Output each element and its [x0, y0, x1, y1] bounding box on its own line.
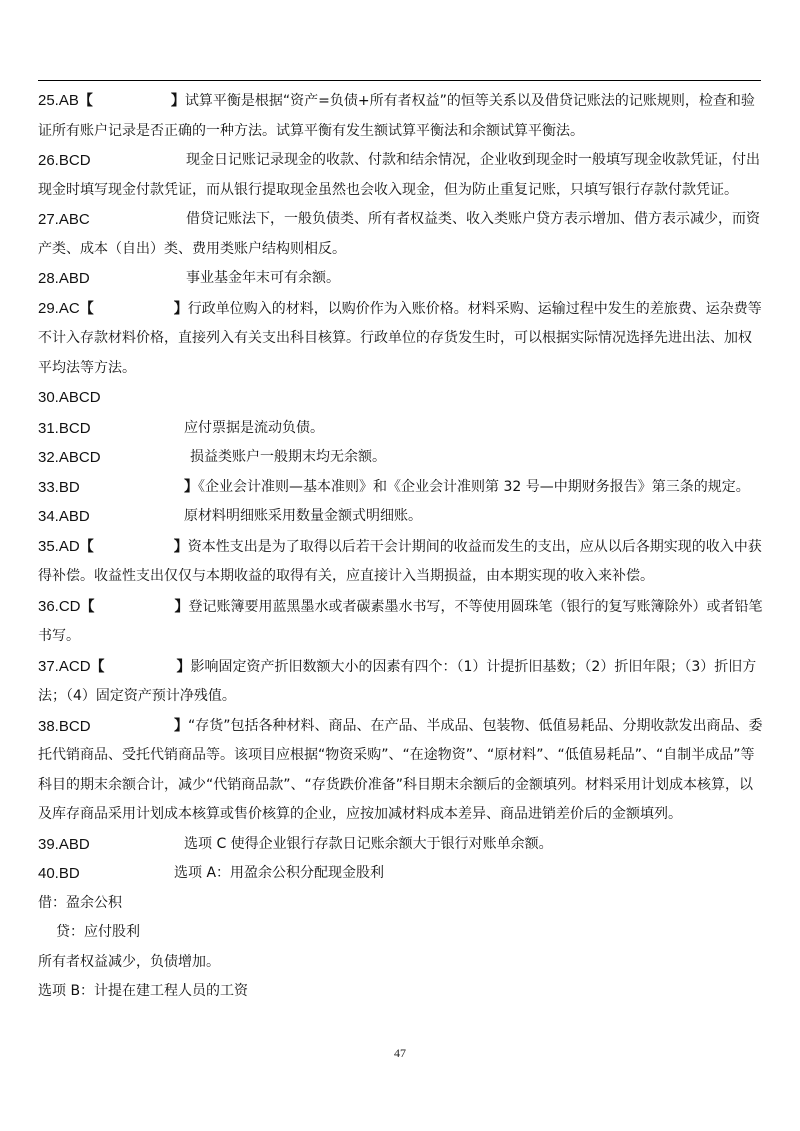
- journal-credit: 贷：应付股利: [56, 924, 140, 940]
- answer-number: 30.ABCD: [38, 389, 101, 406]
- answer-32: [38, 443, 764, 473]
- answer-list: [38, 86, 764, 1007]
- bracket-open: 【: [80, 598, 95, 615]
- answer-31: [38, 414, 764, 444]
- bracket-open: 【: [79, 538, 94, 555]
- bracket-open: 【: [90, 658, 105, 675]
- bracket-close: 】: [173, 538, 188, 555]
- answer-text: 事业基金年末可有余额。: [186, 270, 340, 286]
- answer-text: 行政单位购入的材料，以购价作为入账价格。材料采购、运输过程中发生的差旅费、运杂费等不计入存款材料价格，直接列入有关支出科目核算。行政单位的存货发生时，可以根据实际情况选择先进出法、加权平均法等方法。: [38, 300, 762, 376]
- page-number: 47: [394, 1046, 406, 1060]
- answer-text: 《企业会计准则—基本准则》和《企业会计准则第 32 号—中期财务报告》第三条的规定。: [198, 478, 750, 495]
- bracket-open: 【: [79, 300, 94, 317]
- answer-text: 现金日记账记录现金的收款、付款和结余情况，企业收到现金时一般填写现金收款凭证，付出现金时填写现金付款凭证，而从银行提取现金虽然也会收入现金，但为防止重复记账，只填写银行存款付款凭证。: [38, 152, 760, 198]
- answer-36: [38, 592, 764, 652]
- answer-number: 25.AB: [38, 92, 79, 109]
- header-rule: [38, 80, 761, 81]
- answer-number: 35.AD: [38, 537, 80, 555]
- answer-number: 36.CD: [38, 597, 81, 615]
- answer-text: 原材料明细账采用数量金额式明细账。: [184, 508, 422, 524]
- answer-37: [38, 652, 764, 712]
- answer-30: [38, 383, 764, 414]
- answer-number: 40.BD: [38, 865, 80, 882]
- journal-note: 所有者权益减少，负债增加。: [38, 953, 220, 970]
- answer-40: [38, 859, 764, 889]
- answer-number: 26.BCD: [38, 152, 91, 169]
- answer-39: [38, 830, 764, 860]
- answer-27: [38, 205, 764, 264]
- answer-number: 33.BD: [38, 478, 80, 496]
- answer-text: 登记账簿要用蓝黑墨水或者碳素墨水书写，不等使用圆珠笔（银行的复写账簿除外）或者铅笔书写。: [38, 598, 763, 644]
- answer-26: [38, 146, 764, 205]
- bracket-close: 】: [174, 717, 188, 734]
- answer-text: 选项 A：用盈余公积分配现金股利: [174, 865, 385, 881]
- answer-text: 应付票据是流动负债。: [184, 419, 324, 436]
- bracket-close: 】: [173, 300, 188, 317]
- answer-33: [38, 473, 764, 503]
- answer-35: [38, 532, 764, 592]
- answer-text: 选项 C 使得企业银行存款日记账余额大于银行对账单余额。: [184, 835, 553, 852]
- answer-34: [38, 502, 764, 532]
- answer-number: 28.ABD: [38, 270, 90, 287]
- bracket-close: 】: [176, 658, 191, 675]
- answer-25: [38, 86, 764, 146]
- bracket-open: 【: [78, 93, 93, 109]
- answer-text: 影响固定资产折旧数额大小的因素有四个：（1）计提折旧基数；（2）折旧年限；（3）折旧方法；（4）固定资产预计净残值。: [38, 658, 757, 704]
- answer-number: 31.BCD: [38, 419, 91, 437]
- bracket-close: 】: [174, 598, 189, 615]
- journal-debit: 借：盈余公积: [38, 894, 122, 911]
- answer-28: [38, 264, 764, 294]
- option-b-line: 选项 B：计提在建工程人员的工资: [38, 983, 249, 999]
- answer-number: 32.ABCD: [38, 449, 101, 466]
- answer-number: 38.BCD: [38, 717, 91, 735]
- answer-29: [38, 294, 764, 384]
- answer-number: 29.AC: [38, 299, 80, 317]
- answer-number: 39.ABD: [38, 835, 90, 853]
- answer-text: 损益类账户一般期末均无余额。: [190, 449, 386, 465]
- bracket-close: 】: [170, 93, 185, 109]
- answer-text: 借贷记账法下，一般负债类、所有者权益类、收入类账户贷方表示增加、借方表示减少，而资产类、成本（自出）类、费用类账户结构则相反。: [38, 211, 760, 257]
- answer-number: 37.ACD: [38, 657, 91, 675]
- answer-text: “存货”包括各种材料、商品、在产品、半成品、包装物、低值易耗品、分期收款发出商品、委托代销商品、受托代销商品等。该项目应根据“物资采购”、“在途物资”、“原材料”、“低值易耗品”、“自制半成品”等科目的期末余额合计，减少“代销商品款”、“存货跌价准备”科目期末余额后的金额填列。材料采用计划成本核算，以及库存商品采用计划成本核算或售价核算的企业，应按加减材料成本差异、商品进销差价后的金额填列。: [38, 717, 763, 822]
- bracket-close: 】: [184, 478, 198, 495]
- answer-text: 资本性支出是为了取得以后若干会计期间的收益而发生的支出，应从以后各期实现的收入中获得补偿。收益性支出仅仅与本期收益的取得有关，应直接计入当期损益，由本期实现的收入来补偿。: [38, 538, 762, 584]
- answer-text: 试算平衡是根据“资产=负债+所有者权益”的恒等关系以及借贷记账法的记账规则，检查和验证所有账户记录是否正确的一种方法。试算平衡有发生额试算平衡法和余额试算平衡法。: [38, 93, 755, 139]
- answer-number: 27.ABC: [38, 211, 90, 228]
- answer-38: [38, 712, 764, 830]
- answer-number: 34.ABD: [38, 508, 90, 525]
